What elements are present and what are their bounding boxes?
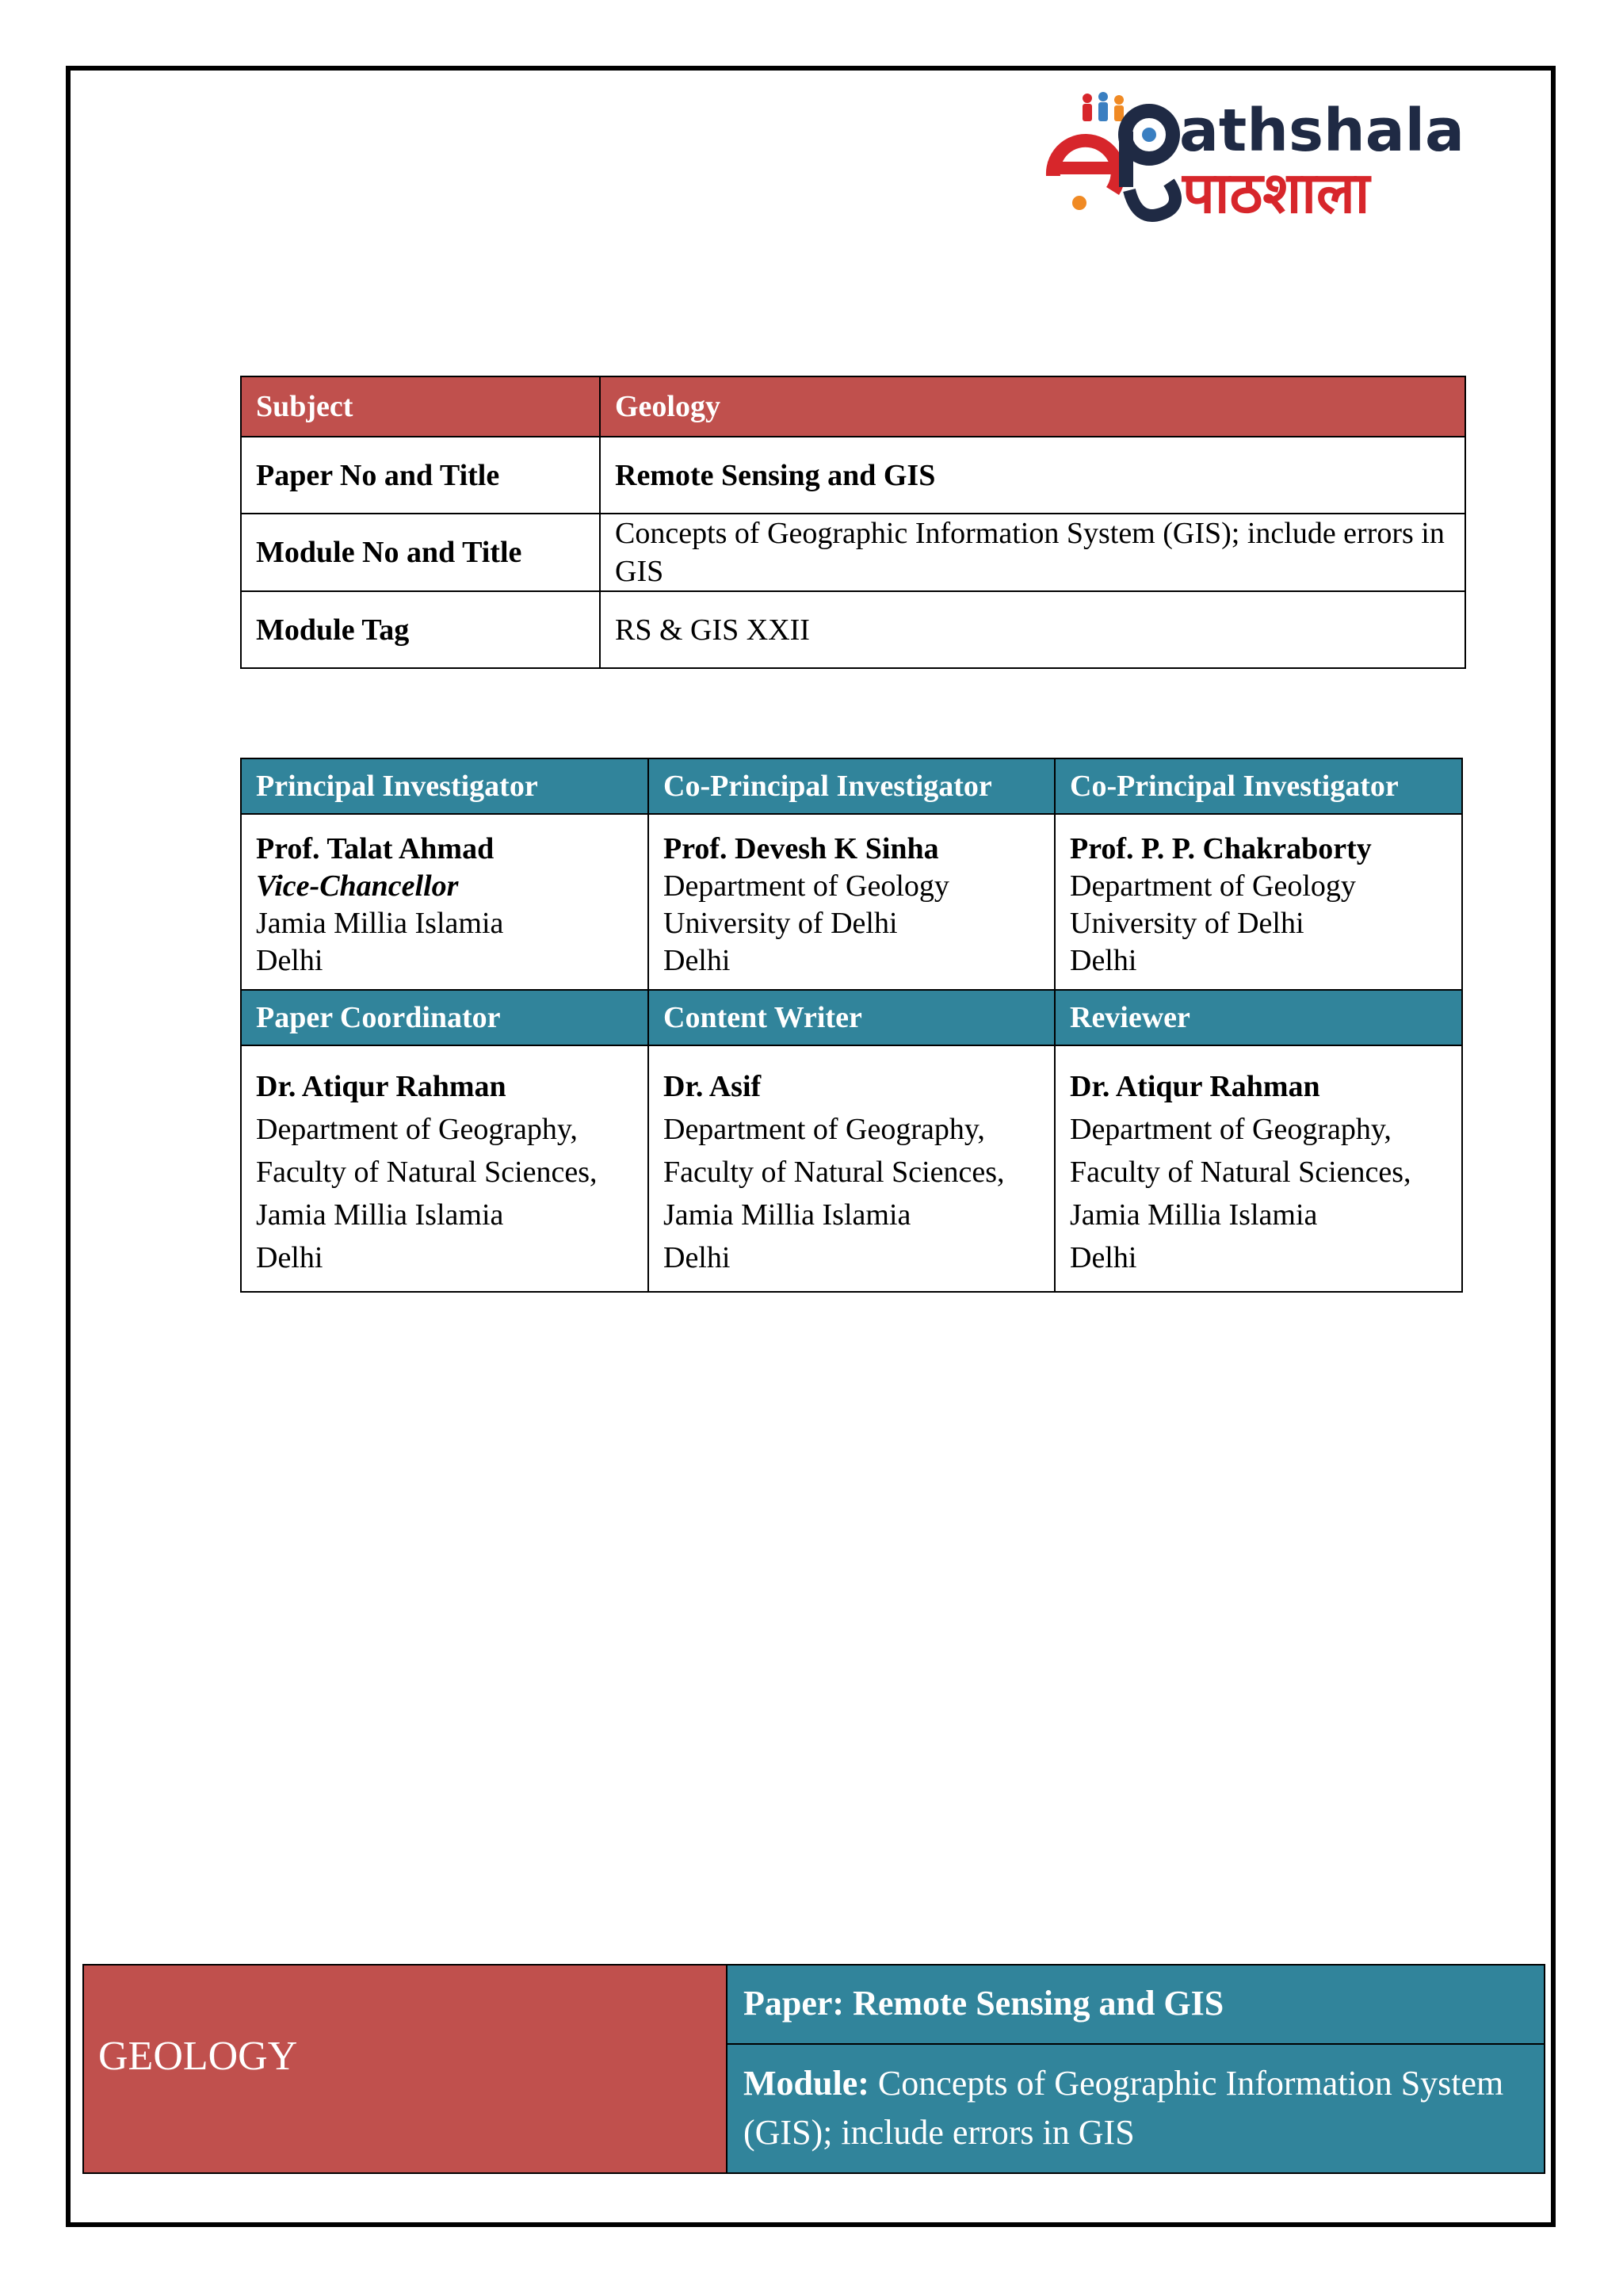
subject-label: Subject <box>241 376 600 437</box>
person-faculty: Faculty of Natural Sciences, <box>1070 1156 1411 1189</box>
person-city: Delhi <box>1070 944 1137 977</box>
person-department: Department of Geography, <box>663 1113 985 1146</box>
epathshala-logo <box>1030 87 1522 238</box>
person-department: Department of Geology <box>663 869 949 903</box>
footer-details-panel <box>727 1966 1544 2172</box>
footer-subject: GEOLOGY <box>98 2034 298 2079</box>
co-principal-investigator-header: Co-Principal Investigator <box>648 758 1055 814</box>
logo-text-devanagari: पाठशाला <box>1182 159 1370 226</box>
person-affiliation: University of Delhi <box>663 907 898 940</box>
person-cell <box>1055 1045 1462 1292</box>
footer-subject-panel <box>84 1966 727 2172</box>
person-affiliation: Jamia Millia Islamia <box>256 1198 504 1232</box>
p-letter-icon <box>1119 111 1175 216</box>
footer-module-value: Concepts of Geographic Information System (GIS); include errors in GIS <box>743 2064 1504 2152</box>
module-row <box>241 514 1465 591</box>
person-department: Department of Geography, <box>256 1113 578 1146</box>
module-tag-row <box>241 591 1465 668</box>
module-tag-value: RS & GIS XXII <box>600 591 1465 668</box>
person-name: Prof. P. P. Chakraborty <box>1070 832 1372 865</box>
logo-text-latin: athshala <box>1179 97 1465 165</box>
people-figures-icon <box>1083 92 1124 121</box>
co-principal-investigator-header: Co-Principal Investigator <box>1055 758 1462 814</box>
person-city: Delhi <box>256 944 323 977</box>
footer-banner <box>82 1964 1545 2174</box>
paper-coordinator-header: Paper Coordinator <box>241 990 648 1045</box>
team-header-row-1 <box>241 758 1462 814</box>
person-name: Prof. Talat Ahmad <box>256 832 495 865</box>
team-table <box>240 758 1463 1293</box>
person-name: Prof. Devesh K Sinha <box>663 832 939 865</box>
footer-paper-value: Remote Sensing and GIS <box>853 1984 1224 2023</box>
team-people-row-2 <box>241 1045 1462 1292</box>
person-department: Department of Geology <box>1070 869 1356 903</box>
reviewer-header: Reviewer <box>1055 990 1462 1045</box>
person-cell <box>648 814 1055 990</box>
footer-paper <box>727 1966 1544 2045</box>
person-city: Delhi <box>663 1241 731 1274</box>
person-department: Department of Geography, <box>1070 1113 1392 1146</box>
paper-row <box>241 437 1465 514</box>
person-name: Dr. Atiqur Rahman <box>256 1070 506 1103</box>
footer-paper-label: Paper: <box>743 1984 845 2023</box>
person-affiliation: University of Delhi <box>1070 907 1304 940</box>
person-city: Delhi <box>256 1241 323 1274</box>
team-header-row-2 <box>241 990 1462 1045</box>
subject-value: Geology <box>600 376 1465 437</box>
person-title: Vice-Chancellor <box>256 869 459 903</box>
subject-row <box>241 376 1465 437</box>
module-tag-label: Module Tag <box>241 591 600 668</box>
person-cell <box>241 814 648 990</box>
person-name: Dr. Atiqur Rahman <box>1070 1070 1320 1103</box>
person-faculty: Faculty of Natural Sciences, <box>256 1156 598 1189</box>
person-city: Delhi <box>663 944 731 977</box>
person-cell <box>1055 814 1462 990</box>
team-people-row-1 <box>241 814 1462 990</box>
content-writer-header: Content Writer <box>648 990 1055 1045</box>
person-affiliation: Jamia Millia Islamia <box>1070 1198 1318 1232</box>
person-cell <box>648 1045 1055 1292</box>
footer-module-label: Module: <box>743 2064 869 2103</box>
paper-value: Remote Sensing and GIS <box>600 437 1465 514</box>
e-letter-icon <box>1046 134 1125 210</box>
module-info-table <box>240 376 1466 669</box>
module-label: Module No and Title <box>241 514 600 591</box>
person-affiliation: Jamia Millia Islamia <box>256 907 504 940</box>
principal-investigator-header: Principal Investigator <box>241 758 648 814</box>
module-value: Concepts of Geographic Information System (GIS); include errors in GIS <box>600 514 1465 591</box>
person-name: Dr. Asif <box>663 1070 762 1103</box>
person-cell <box>241 1045 648 1292</box>
person-faculty: Faculty of Natural Sciences, <box>663 1156 1005 1189</box>
footer-module <box>743 2045 1528 2157</box>
person-affiliation: Jamia Millia Islamia <box>663 1198 911 1232</box>
person-city: Delhi <box>1070 1241 1137 1274</box>
paper-label: Paper No and Title <box>241 437 600 514</box>
